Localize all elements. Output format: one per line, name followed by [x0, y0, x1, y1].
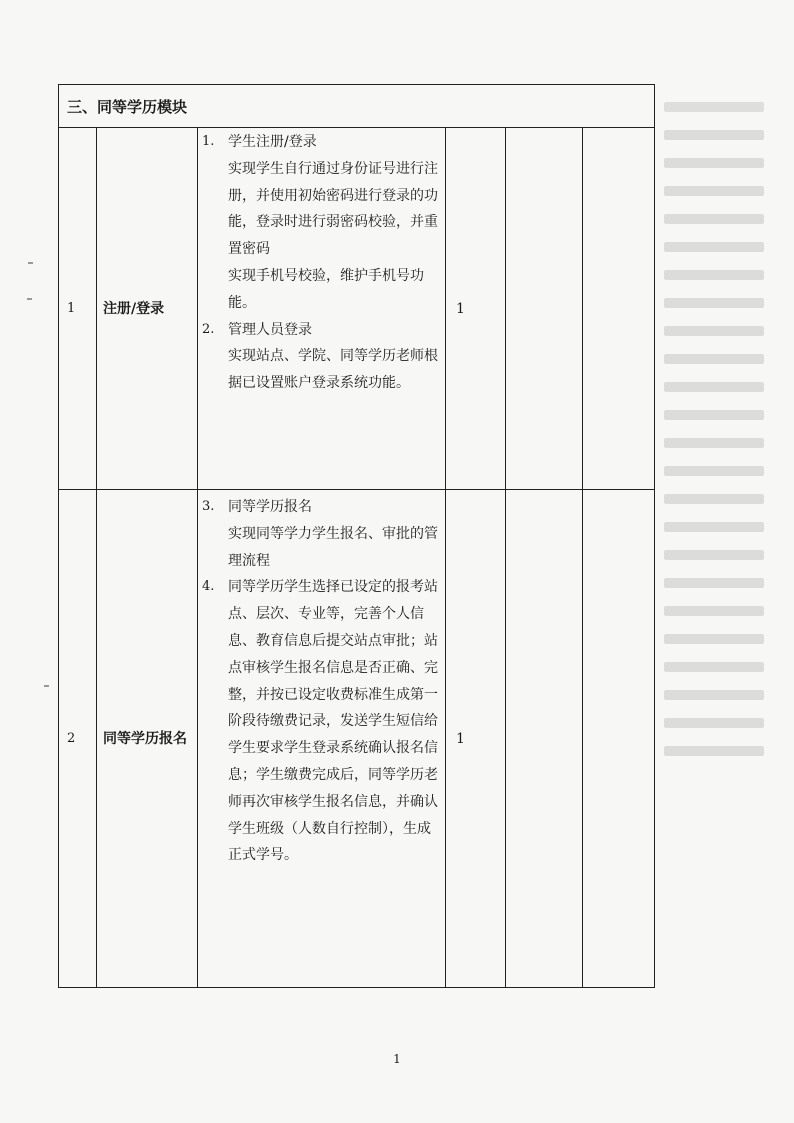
item-title: 同等学历报名 — [228, 499, 312, 515]
item-title: 学生注册/登录 — [228, 134, 317, 150]
scan-mark — [27, 298, 32, 300]
table-row — [59, 490, 655, 988]
item-number: 3. — [202, 499, 215, 514]
row-number: 1 — [59, 128, 97, 490]
list-item — [198, 317, 445, 397]
item-body: 同等学历学生选择已设定的报考站点、层次、专业等，完善个人信息、教育信息后提交站点审批；站点审核学生报名信息是否正确、完整，并按已设定收费标准生成第一阶段待缴费记录，发送学生短信给学生要求学生登录系统确认报名信息；学生缴费完成后，同等学历老师再次审核学生报名信息，并确认学生班级（人数自行控制），生成正式学号。 — [228, 579, 438, 864]
item-body: 实现学生自行通过身份证号进行注册，并使用初始密码进行登录的功能，登录时进行弱密码校验，并重置密码 实现手机号校验，维护手机号功能。 — [228, 160, 438, 311]
item-number: 2. — [202, 321, 215, 337]
function-description — [198, 128, 446, 490]
section-title: 三、同等学历模块 — [59, 85, 655, 128]
module-name: 注册/登录 — [97, 128, 198, 490]
module-name: 同等学历报名 — [97, 490, 198, 988]
page-number: 1 — [393, 1052, 401, 1066]
item-number: 1. — [202, 134, 215, 149]
scan-mark — [44, 685, 49, 687]
item-number: 4. — [202, 579, 215, 595]
empty-cell — [506, 490, 583, 988]
empty-cell — [583, 490, 655, 988]
quantity: 1 — [446, 490, 506, 988]
scan-mark — [28, 262, 33, 264]
empty-cell — [583, 128, 655, 490]
list-item — [198, 129, 445, 317]
row-number: 2 — [59, 490, 97, 988]
list-item — [198, 494, 445, 574]
list-item — [198, 574, 445, 869]
item-body: 实现站点、学院、同等学历老师根据已设置账户登录系统功能。 — [228, 348, 438, 392]
item-title: 管理人员登录 — [228, 321, 312, 338]
function-description — [198, 490, 446, 988]
requirements-table — [58, 84, 655, 988]
bleed-through-text — [654, 84, 794, 1004]
section-header-row — [59, 85, 655, 128]
item-body: 实现同等学力学生报名、审批的管理流程 — [228, 525, 438, 569]
quantity: 1 — [446, 128, 506, 490]
table-row — [59, 128, 655, 490]
empty-cell — [506, 128, 583, 490]
